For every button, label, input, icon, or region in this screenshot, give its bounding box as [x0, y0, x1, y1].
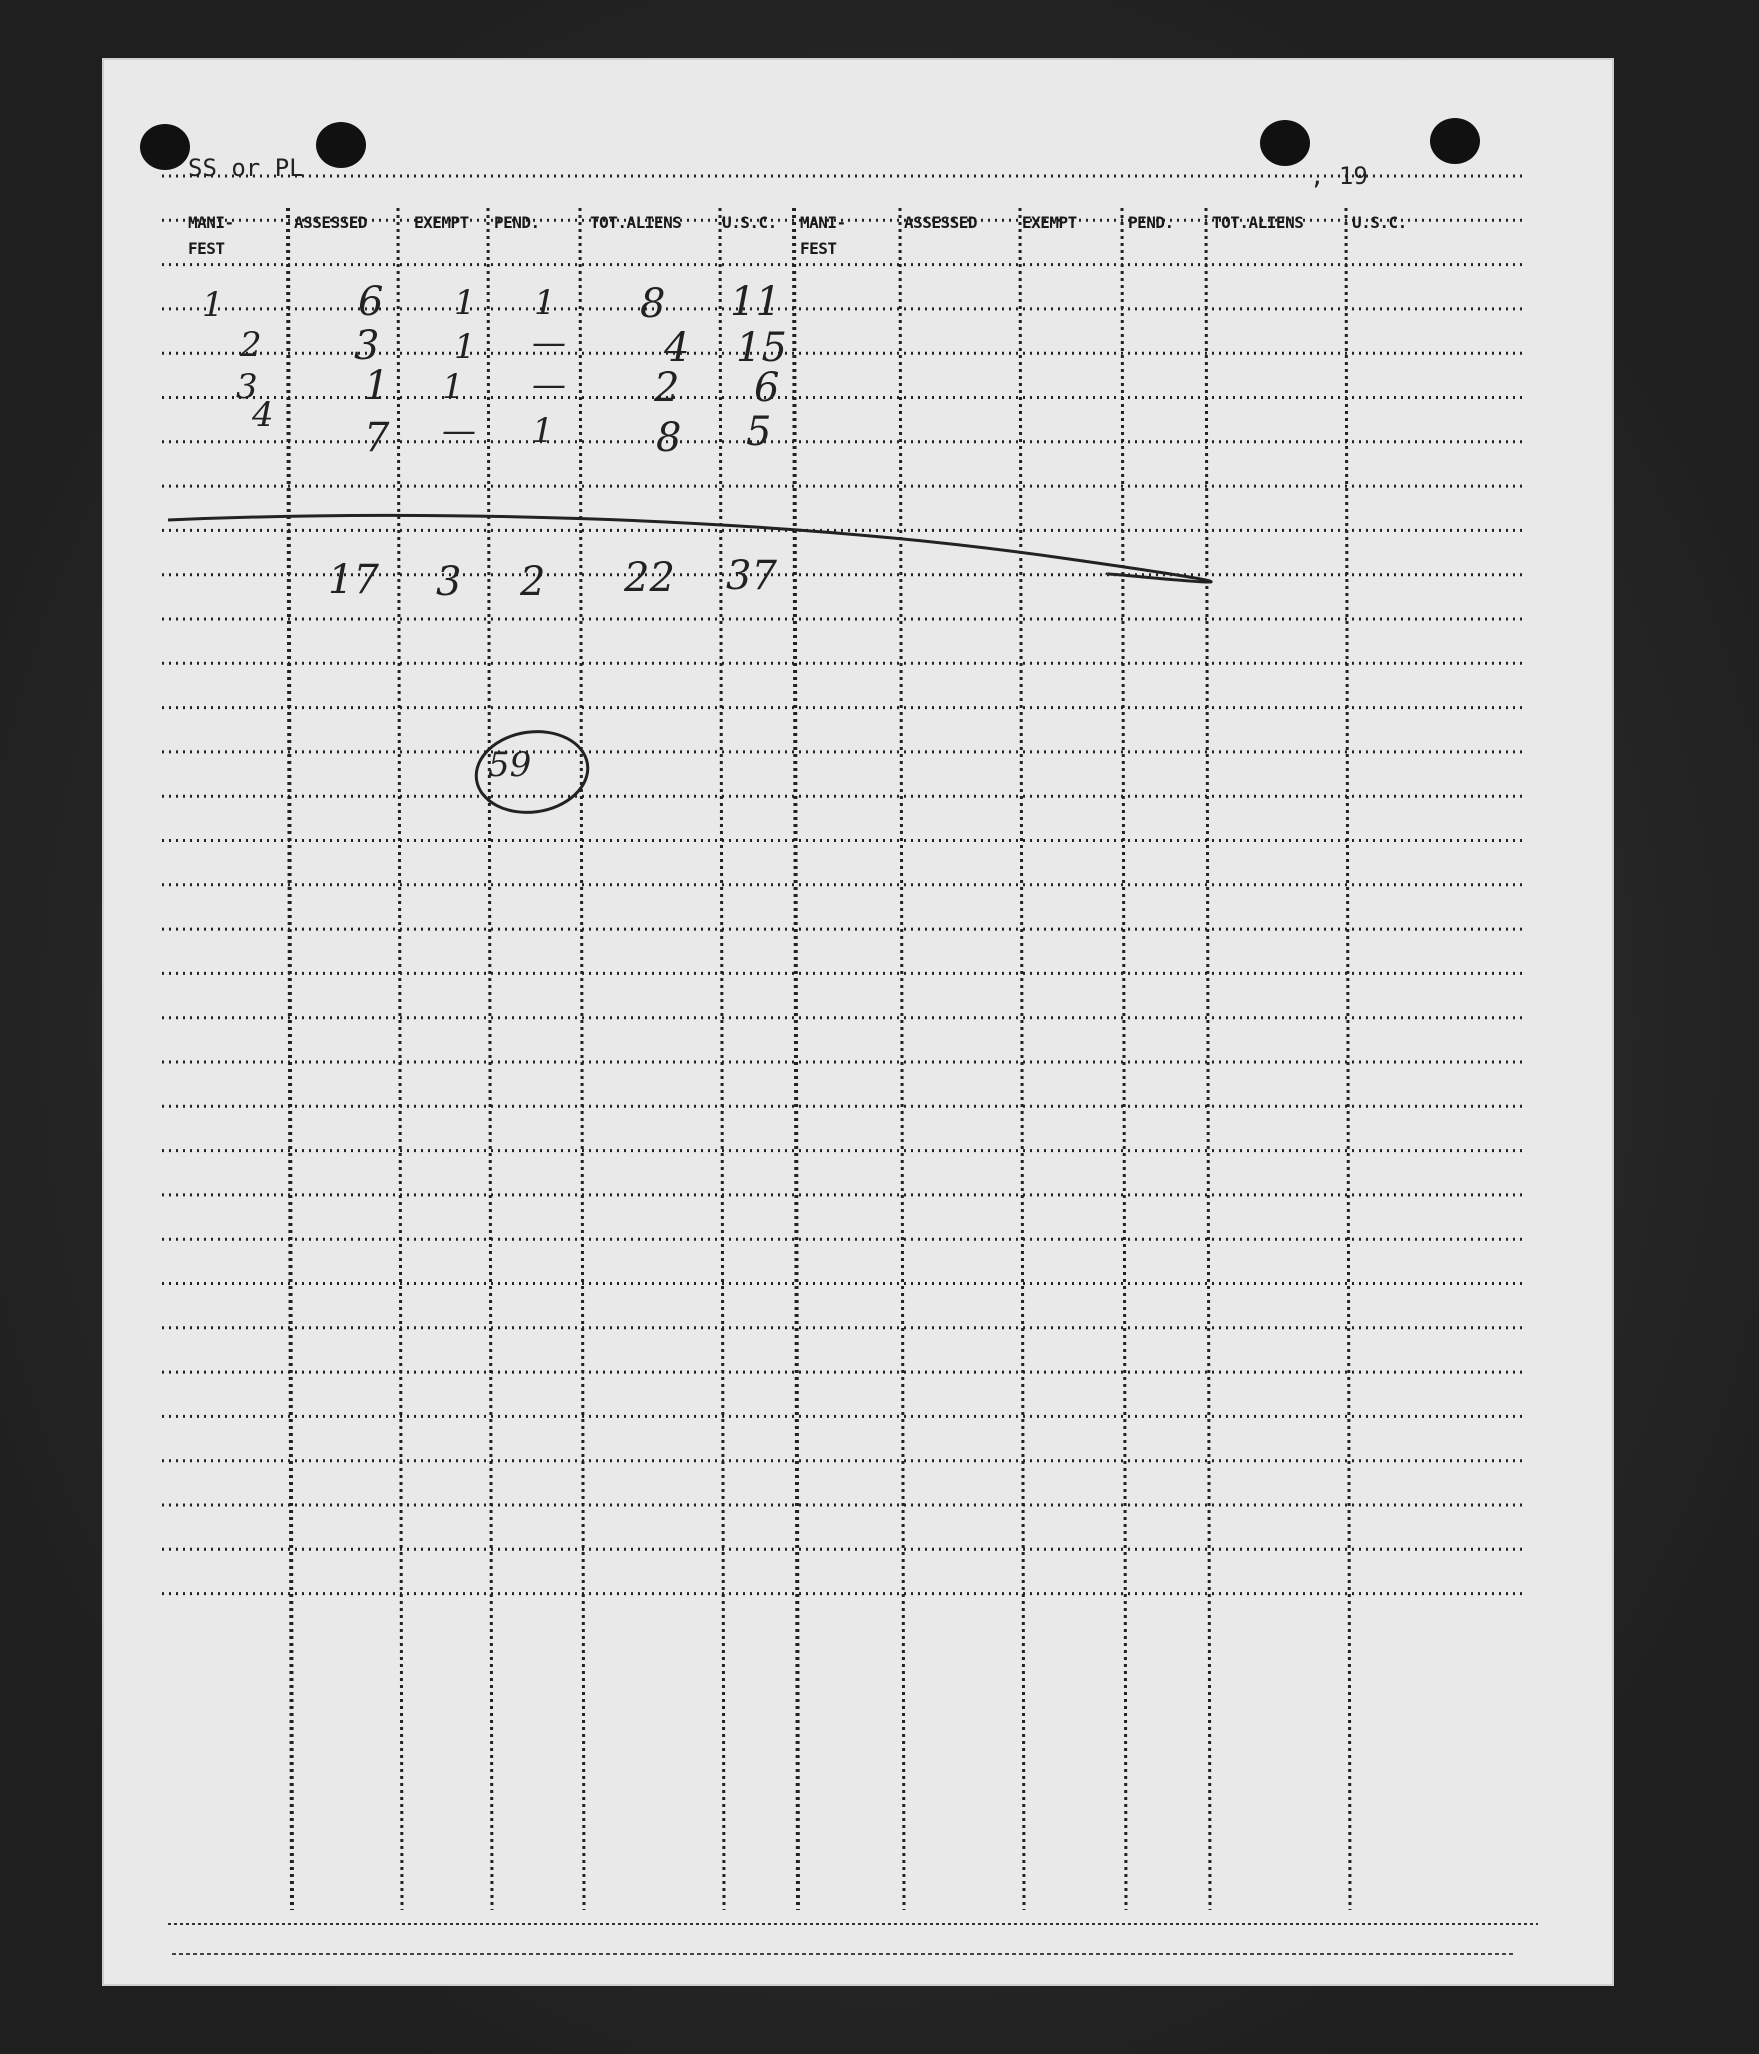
row2-tot-aliens: 4: [664, 325, 690, 371]
dotted-grid: [102, 58, 1614, 1986]
row1-assessed: 6: [358, 279, 384, 325]
col-head-manifest-left: MANI- FEST: [188, 213, 234, 258]
col-head-tot-aliens-left: TOT.ALIENS: [590, 213, 682, 232]
row1-exempt: 1: [454, 283, 476, 323]
col-head-tot-aliens-right: TOT.ALIENS: [1212, 213, 1304, 232]
row3-assessed: 1: [364, 363, 390, 409]
col-head-assessed-left: ASSESSED: [294, 213, 368, 232]
row1-tot-aliens: 8: [640, 281, 666, 327]
dotted-column-rule: [488, 208, 492, 1910]
row2-usc: 15: [736, 325, 787, 371]
dotted-column-rule: [398, 208, 402, 1910]
col-head-exempt-left: EXEMPT: [414, 213, 469, 232]
row1-usc: 11: [730, 279, 781, 325]
dotted-column-rule: [1122, 208, 1126, 1910]
total-exempt: 3: [436, 559, 462, 605]
total-underline-stroke: [168, 515, 1211, 582]
row4-tot-aliens: 8: [656, 415, 682, 461]
row3-exempt: 1: [442, 367, 464, 407]
row4-assessed: 7: [364, 415, 390, 461]
col-head-pend-left: PEND.: [494, 213, 540, 232]
row3-usc: 6: [754, 365, 780, 411]
total-pend: 2: [520, 559, 546, 605]
row4-manifest: 4: [252, 395, 274, 435]
dotted-column-rule: [1346, 208, 1350, 1910]
col-head-usc-left: U.S.C.: [722, 213, 777, 232]
row3-pend: —: [532, 365, 566, 405]
row1-manifest: 1: [202, 285, 224, 325]
row4-pend: 1: [532, 411, 554, 451]
row2-assessed: 3: [354, 323, 380, 369]
dotted-column-rule: [1206, 208, 1210, 1910]
col-head-exempt-right: EXEMPT: [1022, 213, 1077, 232]
dotted-column-rule: [288, 208, 292, 1910]
col-head-manifest-right: MANI- FEST: [800, 213, 846, 258]
row3-tot-aliens: 2: [654, 365, 680, 411]
row2-manifest: 2: [240, 325, 262, 365]
dotted-column-rule: [1020, 208, 1024, 1910]
row4-exempt: —: [442, 411, 476, 451]
row4-usc: 5: [746, 409, 772, 455]
form-page: [102, 58, 1614, 1986]
row2-exempt: 1: [454, 327, 476, 367]
total-tot-aliens: 22: [624, 555, 675, 601]
row2-pend: —: [532, 323, 566, 363]
dotted-column-rule: [900, 208, 904, 1910]
col-head-pend-right: PEND.: [1128, 213, 1174, 232]
total-usc: 37: [726, 553, 777, 599]
circled-total: 59: [488, 745, 532, 785]
year-label: , 19: [1310, 162, 1368, 190]
row1-pend: 1: [534, 283, 556, 323]
dotted-column-rule: [580, 208, 584, 1910]
total-assessed: 17: [328, 557, 379, 603]
dotted-column-rule: [720, 208, 724, 1910]
col-head-usc-right: U.S.C.: [1352, 213, 1407, 232]
row3-manifest: 3: [236, 367, 258, 407]
ship-label: SS or PL: [188, 154, 304, 182]
dotted-column-rule: [794, 208, 798, 1910]
col-head-assessed-right: ASSESSED: [904, 213, 978, 232]
